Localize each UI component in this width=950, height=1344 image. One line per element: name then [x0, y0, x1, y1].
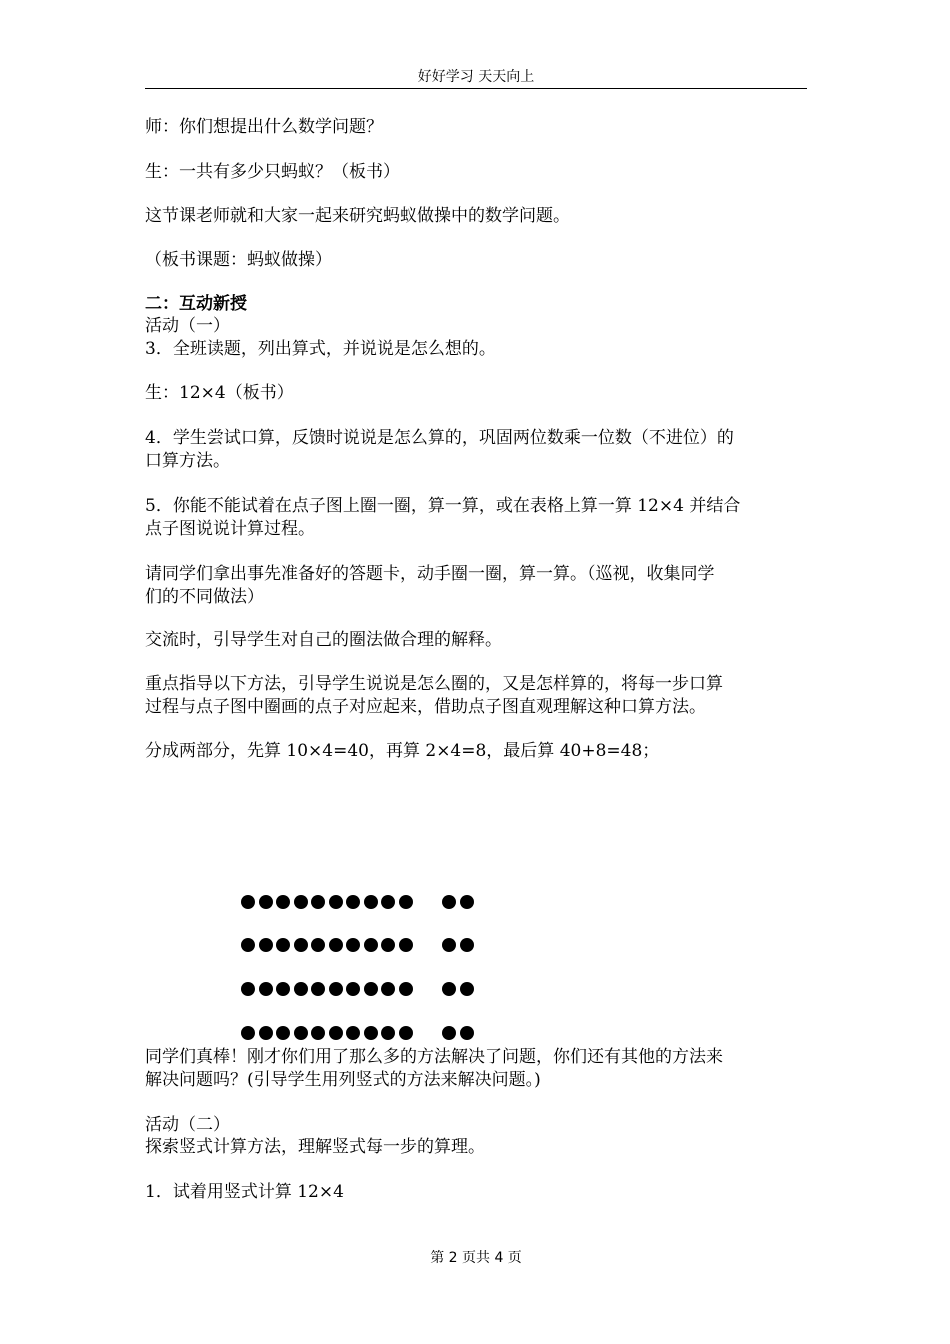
paragraph-exchange: 交流时，引导学生对自己的圈法做合理的解释。 — [145, 630, 502, 650]
dot — [294, 1026, 308, 1040]
paragraph-step-3: 3．全班读题，列出算式，并说说是怎么想的。 — [145, 339, 496, 359]
paragraph-intro: 这节课老师就和大家一起来研究蚂蚁做操中的数学问题。 — [145, 206, 570, 226]
dot — [276, 895, 290, 909]
dot — [381, 1026, 395, 1040]
dot — [329, 938, 343, 952]
dot-row — [241, 981, 477, 997]
dot — [399, 1026, 413, 1040]
dot — [364, 982, 378, 996]
dot — [241, 895, 255, 909]
dot — [399, 938, 413, 952]
page-header: 好好学习 天天向上 — [417, 69, 535, 85]
dot — [346, 1026, 360, 1040]
dot — [442, 982, 456, 996]
dot — [399, 982, 413, 996]
dot — [259, 938, 273, 952]
dot — [442, 938, 456, 952]
dot — [276, 982, 290, 996]
dot — [460, 938, 474, 952]
dot — [460, 982, 474, 996]
paragraph-answer-card: 请同学们拿出事先准备好的答题卡，动手圈一圈，算一算。（巡视，收集同学 们的不同做法） — [145, 564, 715, 607]
dot-row — [241, 937, 477, 953]
paragraph-explore: 探索竖式计算方法，理解竖式每一步的算理。 — [145, 1137, 485, 1157]
paragraph-board-title: （板书课题：蚂蚁做操） — [145, 250, 332, 270]
activity-two-label: 活动（二） — [145, 1115, 230, 1135]
paragraph-two-parts: 分成两部分，先算 10×4=40，再算 2×4=8，最后算 40+8=48； — [145, 741, 660, 761]
dot-row — [241, 1025, 477, 1041]
dot — [241, 938, 255, 952]
dot — [364, 1026, 378, 1040]
paragraph-student-answer: 生：一共有多少只蚂蚁？（板书） — [145, 162, 400, 182]
dot — [276, 1026, 290, 1040]
dot — [311, 938, 325, 952]
header-rule — [145, 88, 807, 89]
dot — [294, 938, 308, 952]
dot — [241, 982, 255, 996]
dot — [259, 982, 273, 996]
dot — [381, 895, 395, 909]
activity-one-label: 活动（一） — [145, 316, 230, 336]
dot — [460, 1026, 474, 1040]
dot-row — [241, 894, 477, 910]
dot — [442, 895, 456, 909]
paragraph-step-5: 5．你能不能试着在点子图上圈一圈，算一算，或在表格上算一算 12×4 并结合 点子图说说计算过程。 — [145, 496, 741, 539]
dot — [460, 895, 474, 909]
paragraph-student-formula: 生：12×4（板书） — [145, 383, 294, 403]
dot — [311, 982, 325, 996]
dot — [259, 895, 273, 909]
dot — [241, 1026, 255, 1040]
dot — [311, 1026, 325, 1040]
dot — [399, 895, 413, 909]
dot — [346, 938, 360, 952]
dot — [294, 982, 308, 996]
paragraph-step-4: 4．学生尝试口算，反馈时说说是怎么算的，巩固两位数乘一位数（不进位）的 口算方法。 — [145, 428, 734, 471]
paragraph-praise: 同学们真棒！刚才你们用了那么多的方法解决了问题，你们还有其他的方法来 解决问题吗？(引导学生用列竖式的方法来解决问题。) — [145, 1047, 723, 1090]
page-footer: 第 2 页共 4 页 — [430, 1250, 522, 1266]
paragraph-key-method: 重点指导以下方法，引导学生说说是怎么圈的，又是怎样算的，将每一步口算 过程与点子图中圈画的点子对应起来，借助点子图直观理解这种口算方法。 — [145, 674, 723, 717]
dot — [329, 1026, 343, 1040]
paragraph-step-1-vertical: 1．试着用竖式计算 12×4 — [145, 1182, 344, 1202]
dot — [364, 938, 378, 952]
dot — [259, 1026, 273, 1040]
dot — [364, 895, 378, 909]
dot — [381, 982, 395, 996]
dot — [276, 938, 290, 952]
dot — [294, 895, 308, 909]
section-heading: 二：互动新授 — [145, 294, 247, 314]
paragraph-teacher-question: 师：你们想提出什么数学问题？ — [145, 117, 383, 137]
dot — [442, 1026, 456, 1040]
dot — [381, 938, 395, 952]
dot — [311, 895, 325, 909]
dot — [329, 982, 343, 996]
dot — [329, 895, 343, 909]
dot — [346, 982, 360, 996]
dot — [346, 895, 360, 909]
